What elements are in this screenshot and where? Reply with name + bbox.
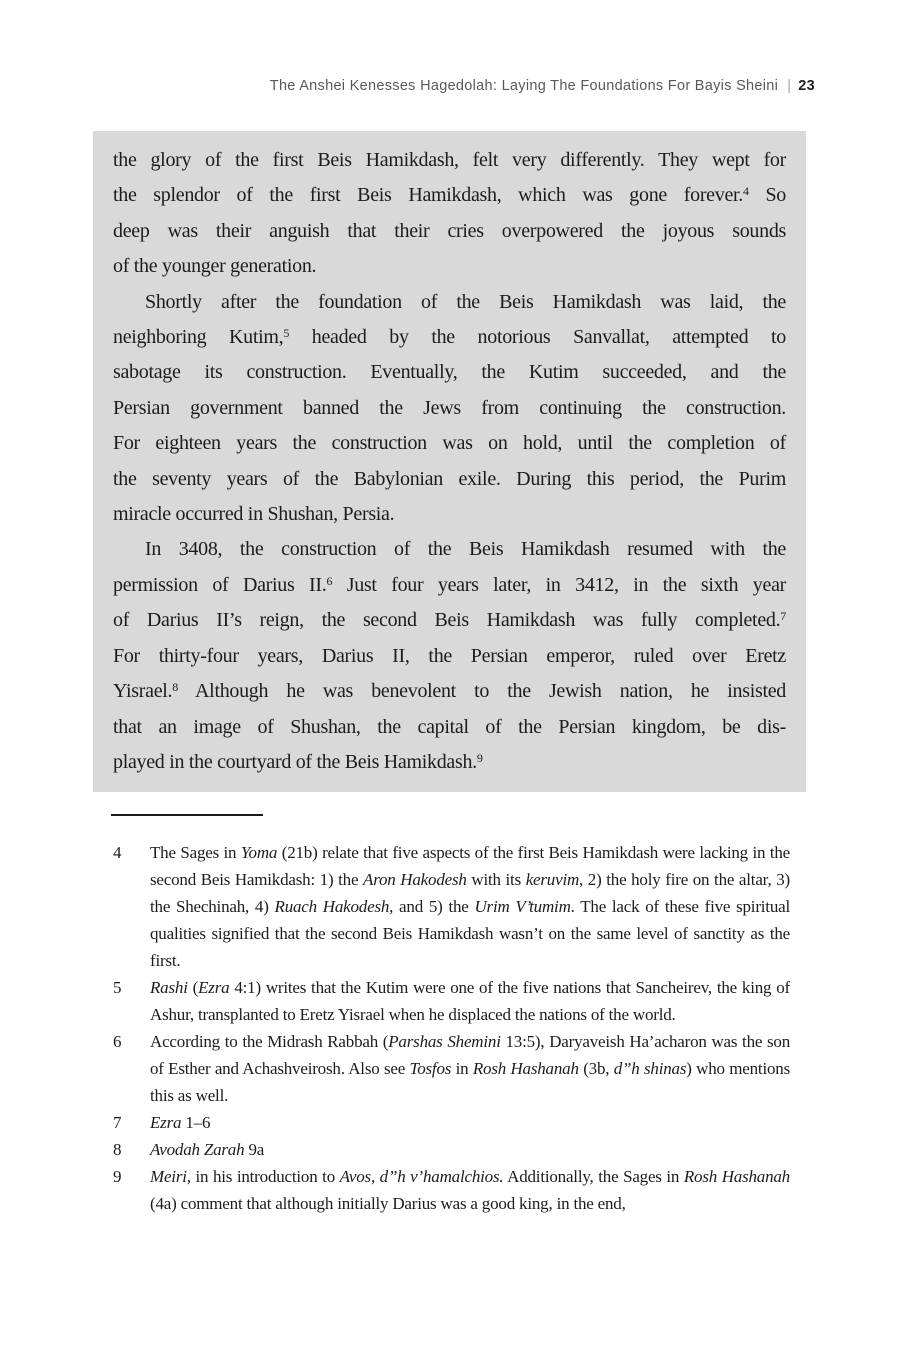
running-header <box>270 78 815 94</box>
footnotes-section <box>113 839 790 1217</box>
body-line: that an image of Shushan, the capital of the Persian kingdom, be dis- <box>113 715 786 738</box>
body-line: permission of Darius II.$^6$ Just four years later, in 3412, in the sixth year <box>113 573 787 596</box>
chapter-title: The Anshei Kenesses Hagedolah: Laying The Foundations For Bayis Sheini <box>269 78 779 94</box>
body-line: Yisrael.$^8$ Although he was benevolent to the Jewish nation, he insisted <box>113 680 786 703</box>
footnote-item <box>113 1028 790 1109</box>
body-line: neighboring Kutim,$^5$ headed by the notorious Sanvallat, attempted to <box>113 326 786 349</box>
footnote-item <box>113 1136 790 1163</box>
body-line: sabotage its construction. Eventually, the Kutim succeeded, and the <box>113 361 786 384</box>
footnote-item <box>113 1109 790 1136</box>
footnote-item <box>113 1163 790 1217</box>
body-line: deep was their anguish that their cries overpowered the joyous sounds <box>113 219 786 242</box>
body-text-panel <box>93 131 806 792</box>
footnote-number: 7 <box>113 1113 122 1132</box>
body-line: played in the courtyard of the Beis Hamikdash.$^9$ <box>113 750 483 773</box>
footnote-number: 6 <box>113 1032 122 1051</box>
footnote-text: Avodah Zarah 9a <box>150 1140 265 1159</box>
footnote-number: 4 <box>113 843 122 862</box>
body-line: the glory of the first Beis Hamikdash, felt very differently. They wept for <box>113 149 786 171</box>
footnote-text: Ezra 1–6 <box>150 1113 211 1132</box>
footnote-separator <box>111 814 263 816</box>
footnote-text: Meiri, in his introduction to Avos, d”h v’hamalchios. Additionally, the Sages in Rosh Hashanah (4a) comment that although initially Darius was a good king, in the end, <box>150 1167 790 1213</box>
footnote-text: The Sages in Yoma (21b) relate that five aspects of the first Beis Hamikdash were lacking in the second Beis Hamikdash: 1) the Aron Hakodesh with its keruvim, 2) the holy fire on the altar, 3) the Shechinah, 4) Ruach Hakodesh, and 5) the Urim V’tumim. The lack of these five spiritual qualities signified that the second Beis Hamikdash wasn’t on the same level of sanctity as the first. <box>150 843 790 970</box>
body-line: For eighteen years the construction was on hold, until the completion of <box>113 432 786 455</box>
footnote-text: Rashi (Ezra 4:1) writes that the Kutim were one of the five nations that Sancheirev, the king of Ashur, transplanted to Eretz Yisrael when he displaced the nations of the world. <box>150 978 790 1024</box>
body-line: the splendor of the first Beis Hamikdash, which was gone forever.$^4$ So <box>113 184 786 207</box>
footnote-item <box>113 974 790 1028</box>
body-line: of the younger generation. <box>113 255 317 278</box>
body-line: Persian government banned the Jews from continuing the construction. <box>113 396 786 419</box>
footnote-number: 5 <box>113 978 122 997</box>
header-divider: | <box>787 78 792 94</box>
page-number: 23 <box>798 78 815 94</box>
footnote-text: According to the Midrash Rabbah (Parshas Shemini 13:5), Daryaveish Ha’acharon was the son of Esther and Achashveirosh. Also see Tosfos in Rosh Hashanah (3b, d”h shinas) who mentions this as well. <box>150 1032 790 1105</box>
footnote-item <box>113 839 790 974</box>
body-line: For thirty-four years, Darius II, the Persian emperor, ruled over Eretz <box>113 644 786 667</box>
body-line: miracle occurred in Shushan, Persia. <box>113 503 395 526</box>
footnote-number: 8 <box>113 1140 122 1159</box>
body-line: In 3408, the construction of the Beis Hamikdash resumed with the <box>145 538 786 561</box>
body-line: of Darius II’s reign, the second Beis Hamikdash was fully completed.$^7$ <box>113 609 786 632</box>
body-line: Shortly after the foundation of the Beis Hamikdash was laid, the <box>145 290 786 313</box>
body-line: the seventy years of the Babylonian exile. During this period, the Purim <box>113 467 786 490</box>
footnote-number: 9 <box>113 1167 122 1186</box>
